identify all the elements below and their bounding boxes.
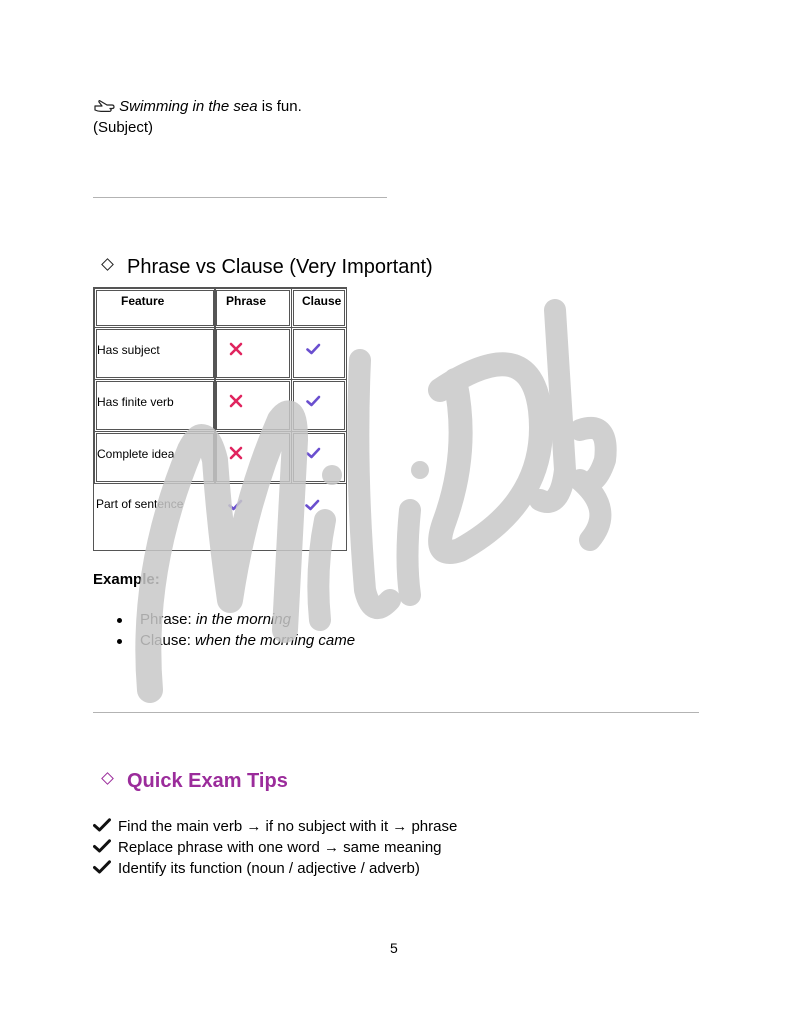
- comparison-table: [93, 287, 347, 551]
- table-row-label: Has finite verb: [97, 395, 174, 409]
- check-icon: [93, 859, 111, 873]
- example-value: in the morning: [195, 611, 291, 628]
- table-header-text: Feature: [121, 294, 165, 308]
- check-icon: [304, 497, 320, 513]
- example-term: Phrase:: [140, 611, 196, 628]
- cross-icon: [228, 445, 244, 461]
- cross-icon: [228, 393, 244, 409]
- table-header-text: Clause: [302, 294, 342, 308]
- page-number: 5: [390, 940, 398, 956]
- check-icon: [305, 393, 321, 409]
- table-header-text: Phrase: [226, 294, 267, 308]
- table-phrase-cell: [216, 433, 290, 482]
- example-label: Example:: [93, 571, 160, 588]
- table-phrase-cell: [216, 485, 290, 545]
- list-item: [93, 837, 457, 858]
- table-row-label-cell: [96, 329, 214, 378]
- example-sentence: [93, 96, 302, 117]
- tips-list: [93, 816, 457, 879]
- list-item: [117, 630, 355, 651]
- check-icon: [93, 817, 111, 831]
- check-icon: [227, 497, 243, 513]
- divider: [93, 712, 699, 713]
- divider: [93, 197, 387, 198]
- check-icon: [305, 445, 321, 461]
- table-clause-cell: [293, 485, 345, 545]
- check-icon: [305, 341, 321, 357]
- table-row-label-cell: [96, 381, 214, 430]
- table-clause-cell: [293, 433, 345, 482]
- example-list: [117, 609, 355, 651]
- example-term: Clause:: [140, 632, 196, 649]
- table-row-label-cell: [96, 485, 214, 545]
- cross-icon: [228, 341, 244, 357]
- table-row-label: Part of sentence: [96, 497, 184, 511]
- diamond-bullet-icon: [101, 258, 114, 271]
- diamond-bullet-icon: [101, 772, 114, 785]
- example-phrase: Swimming in the sea: [119, 98, 258, 115]
- section-heading-tips: [103, 768, 288, 794]
- section-heading-phrase-clause: [103, 254, 433, 280]
- tips-heading-text: Quick Exam Tips: [127, 770, 288, 792]
- table-phrase-cell: [216, 381, 290, 430]
- example-role: (Subject): [93, 119, 154, 136]
- table-row-label-cell: [96, 433, 214, 482]
- tip-text: Find the main verb → if no subject with it → phrase: [118, 818, 458, 835]
- table-header-cell: [293, 290, 345, 326]
- section-heading-text: Phrase vs Clause (Very Important): [127, 256, 433, 278]
- table-header-cell: [216, 290, 290, 326]
- table-header-cell: [96, 290, 214, 326]
- tip-text: Identify its function (noun / adjective / adverb): [118, 860, 420, 877]
- table-phrase-cell: [216, 329, 290, 378]
- list-item: [93, 858, 457, 879]
- table-row-label: Has subject: [97, 343, 160, 357]
- table-clause-cell: [293, 329, 345, 378]
- tip-text: Replace phrase with one word → same meaning: [118, 839, 442, 856]
- bullet-dot-icon: [117, 618, 122, 623]
- example-value: when the morning came: [195, 632, 356, 649]
- table-clause-cell: [293, 381, 345, 430]
- bullet-dot-icon: [117, 639, 122, 644]
- list-item: [93, 816, 457, 837]
- list-item: [117, 609, 355, 630]
- check-icon: [93, 838, 111, 852]
- table-row-label: Complete idea: [97, 447, 175, 461]
- example-rest: is fun.: [257, 98, 302, 115]
- pointing-hand-icon: [93, 96, 115, 114]
